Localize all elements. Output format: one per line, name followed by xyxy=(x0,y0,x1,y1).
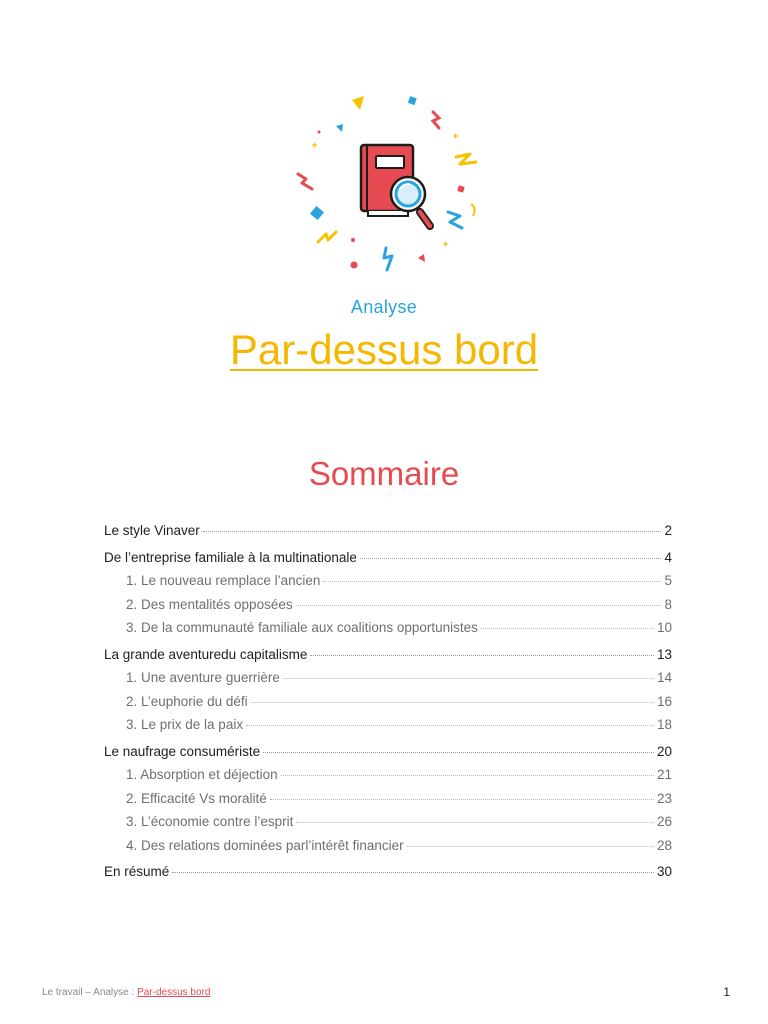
toc-dot-leader xyxy=(263,752,654,753)
toc-entry-label: 3. Le prix de la paix xyxy=(126,717,244,732)
toc-entry-label: En résumé xyxy=(104,864,170,879)
toc-entry-subsection[interactable] xyxy=(104,616,672,640)
toc-entry-page: 10 xyxy=(656,620,672,635)
toc-entry-subsection[interactable] xyxy=(104,593,672,617)
toc-heading: Sommaire xyxy=(308,455,460,492)
toc-entry-page: 28 xyxy=(656,837,672,853)
toc-dot-leader xyxy=(251,702,654,703)
footer xyxy=(42,987,210,998)
toc-dot-leader xyxy=(481,628,654,629)
toc-entry-page: 30 xyxy=(656,864,672,879)
toc-entry-page: 5 xyxy=(664,573,672,588)
toc-dot-leader xyxy=(323,581,661,582)
toc-entry-page: 16 xyxy=(656,693,672,709)
toc-entry-subsection[interactable] xyxy=(104,787,672,811)
toc-entry-label: Le style Vinaver xyxy=(104,523,200,538)
toc-entry-label: 1. Absorption et déjection xyxy=(126,767,278,782)
toc-dot-leader xyxy=(360,558,662,559)
toc-entry-page: 4 xyxy=(664,549,672,565)
page-number: 1 xyxy=(723,985,730,999)
toc-dot-leader xyxy=(172,872,654,873)
toc-entry-label: 2. Des mentalités opposées xyxy=(126,596,293,612)
toc-dot-leader xyxy=(281,775,654,776)
toc-entry-subsection[interactable] xyxy=(104,763,672,787)
toc-entry-subsection[interactable] xyxy=(104,834,672,858)
toc-entry-section[interactable] xyxy=(104,643,672,667)
toc-dot-leader xyxy=(407,846,654,847)
book-magnifier-illustration xyxy=(288,88,488,278)
toc-entry-label: Le naufrage consumériste xyxy=(104,743,261,759)
document-title[interactable]: Par-dessus bord xyxy=(229,326,539,373)
toc-entry-subsection[interactable] xyxy=(104,666,672,690)
toc-entry-section[interactable] xyxy=(104,740,672,764)
toc-dot-leader xyxy=(310,655,654,656)
footer-prefix: Le travail – Analyse : xyxy=(42,987,138,998)
toc-entry-subsection[interactable] xyxy=(104,713,672,737)
toc-entry-subsection[interactable] xyxy=(104,690,672,714)
toc-dot-leader xyxy=(296,605,662,606)
toc-entry-page: 20 xyxy=(656,743,672,759)
toc-entry-label: 4. Des relations dominées parl’intérêt financier xyxy=(126,837,404,853)
magnifier-icon xyxy=(391,177,430,226)
toc-entry-label: 1. Le nouveau remplace l’ancien xyxy=(126,573,321,588)
toc-dot-leader xyxy=(283,678,654,679)
toc-entry-page: 18 xyxy=(656,717,672,732)
toc-dot-leader xyxy=(270,799,654,800)
toc-entry-page: 2 xyxy=(664,523,672,538)
toc-entry-page: 14 xyxy=(656,670,672,685)
toc-entry-subsection[interactable] xyxy=(104,569,672,593)
toc-entry-page: 26 xyxy=(656,814,672,829)
toc-dot-leader xyxy=(203,531,662,532)
toc-entry-section[interactable] xyxy=(104,860,672,884)
toc-entry-label: 2. L’euphorie du défi xyxy=(126,693,248,709)
toc-dot-leader xyxy=(246,725,654,726)
toc-dot-leader xyxy=(296,822,654,823)
toc-entry-page: 13 xyxy=(656,646,672,662)
toc-entry-section[interactable] xyxy=(104,546,672,570)
toc-entry-label: 3. De la communauté familiale aux coalitions opportunistes xyxy=(126,620,478,635)
toc-entry-subsection[interactable] xyxy=(104,810,672,834)
toc-entry-page: 23 xyxy=(656,790,672,806)
toc-entry-label: 2. Efficacité Vs moralité xyxy=(126,790,267,806)
toc-entry-label: La grande aventuredu capitalisme xyxy=(104,646,308,662)
toc-entry-section[interactable] xyxy=(104,519,672,543)
table-of-contents xyxy=(104,516,672,884)
document-kicker: Analyse xyxy=(350,297,418,317)
toc-entry-label: 1. Une aventure guerrière xyxy=(126,670,280,685)
toc-entry-page: 21 xyxy=(656,767,672,782)
footer-title-link[interactable]: Par-dessus bord xyxy=(137,987,211,998)
toc-entry-label: 3. L’économie contre l’esprit xyxy=(126,814,294,829)
toc-entry-page: 8 xyxy=(664,596,672,612)
toc-entry-label: De l’entreprise familiale à la multinationale xyxy=(104,549,357,565)
